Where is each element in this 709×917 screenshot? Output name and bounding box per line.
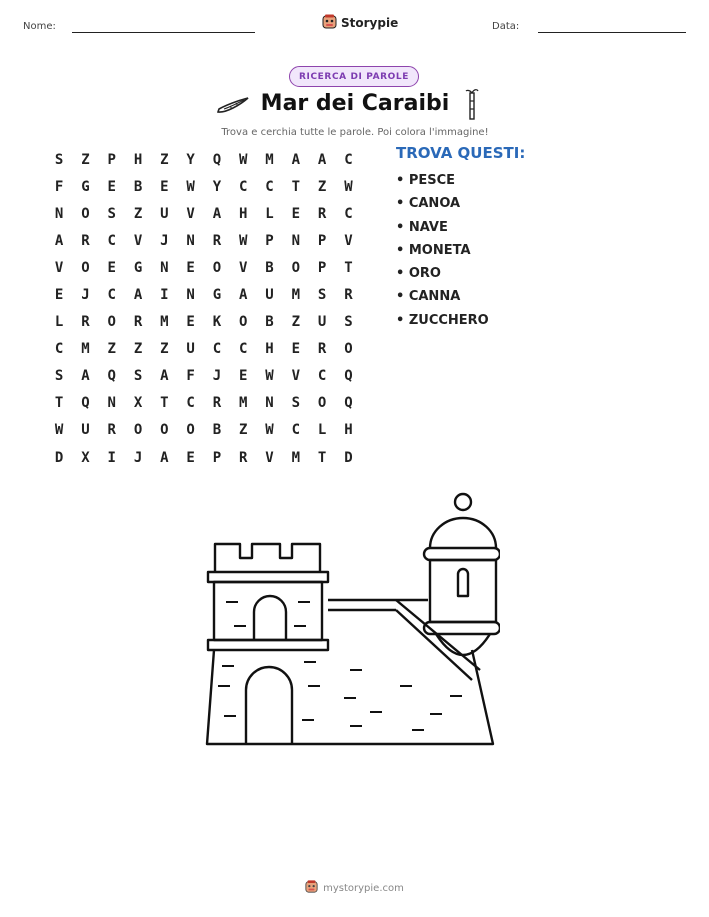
grid-cell[interactable]: R [344, 287, 353, 304]
word-item: • CANOA [396, 196, 461, 212]
grid-cell[interactable]: R [212, 395, 222, 412]
grid-cell[interactable]: P [107, 151, 116, 168]
grid-cell[interactable]: Q [81, 395, 90, 412]
grid-cell[interactable]: I [160, 287, 169, 304]
fortress-illustration[interactable] [200, 490, 500, 754]
grid-cell[interactable]: M [291, 287, 301, 304]
grid-cell[interactable]: O [239, 314, 248, 331]
grid-cell[interactable]: C [212, 341, 222, 358]
grid-cell[interactable]: E [107, 259, 116, 276]
grid-cell[interactable]: A [212, 205, 222, 222]
instructions: Trova e cerchia tutte le parole. Poi colora l'immagine! [221, 127, 489, 138]
find-title: TROVA QUESTI: [396, 144, 526, 162]
grid-cell[interactable]: C [265, 178, 274, 195]
grid-cell[interactable]: M [160, 314, 169, 331]
grid-cell[interactable]: C [291, 422, 301, 439]
grid-cell[interactable]: C [239, 341, 248, 358]
footer [0, 880, 709, 896]
grid-cell[interactable]: D [54, 449, 64, 466]
grid-cell[interactable]: W [344, 178, 353, 195]
grid-cell[interactable]: B [133, 178, 143, 195]
grid-cell[interactable]: Z [133, 341, 143, 358]
grid-cell[interactable]: O [186, 422, 195, 439]
grid-cell[interactable]: S [54, 368, 64, 385]
grid-cell[interactable]: G [212, 287, 222, 304]
grid-cell[interactable]: E [239, 368, 248, 385]
date-label: Data: [492, 21, 520, 32]
grid-cell[interactable]: O [160, 422, 169, 439]
grid-cell[interactable]: C [344, 151, 353, 168]
grid-cell[interactable]: A [81, 368, 90, 385]
grid-cell[interactable]: C [344, 205, 353, 222]
grid-cell[interactable]: N [265, 395, 274, 412]
grid-cell[interactable]: B [265, 259, 274, 276]
category-badge: RICERCA DI PAROLE [289, 66, 419, 87]
grid-cell[interactable]: O [212, 259, 222, 276]
grid-cell[interactable]: Z [81, 151, 90, 168]
grid-cell[interactable]: O [81, 259, 90, 276]
grid-cell[interactable]: C [239, 178, 248, 195]
grid-cell[interactable]: M [239, 395, 248, 412]
grid-cell[interactable]: C [107, 232, 116, 249]
grid-cell[interactable]: M [291, 449, 301, 466]
grid-cell[interactable]: S [107, 205, 116, 222]
grid-cell[interactable]: J [81, 287, 90, 304]
word-item: • PESCE [396, 173, 456, 188]
grid-cell[interactable]: Q [344, 368, 353, 385]
grid-cell[interactable]: Q [212, 151, 222, 168]
grid-cell[interactable]: R [133, 314, 143, 331]
grid-cell[interactable]: K [212, 314, 222, 331]
grid-cell[interactable]: O [291, 259, 301, 276]
grid-cell[interactable]: J [212, 368, 222, 385]
grid-cell[interactable]: Y [212, 178, 222, 195]
grid-cell[interactable]: O [317, 395, 327, 412]
grid-cell[interactable]: T [317, 449, 327, 466]
grid-cell[interactable]: N [54, 205, 64, 222]
grid-cell[interactable]: Z [160, 341, 169, 358]
grid-cell[interactable]: Q [107, 368, 116, 385]
grid-cell[interactable]: E [160, 178, 169, 195]
grid-cell[interactable]: N [186, 287, 195, 304]
grid-cell[interactable]: A [160, 368, 169, 385]
grid-cell[interactable]: E [186, 449, 195, 466]
grid-cell[interactable]: F [186, 368, 195, 385]
grid-cell[interactable]: V [186, 205, 195, 222]
page-title: Mar dei Caraibi [260, 91, 450, 116]
brand-logo [322, 14, 398, 32]
grid-cell[interactable]: D [344, 449, 353, 466]
grid-cell[interactable]: W [265, 368, 274, 385]
storypie-logo-icon [305, 880, 318, 896]
grid-cell[interactable]: R [81, 232, 90, 249]
grid-cell[interactable]: A [239, 287, 248, 304]
grid-cell[interactable]: A [133, 287, 143, 304]
grid-cell[interactable]: X [81, 449, 90, 466]
grid-cell[interactable]: Z [107, 341, 116, 358]
grid-cell[interactable]: J [160, 232, 169, 249]
grid-cell[interactable]: W [265, 422, 274, 439]
word-item: • MONETA [396, 242, 471, 258]
grid-cell[interactable]: T [160, 395, 169, 412]
grid-cell[interactable]: T [344, 259, 353, 276]
grid-cell[interactable]: H [265, 341, 274, 358]
grid-cell[interactable]: X [133, 395, 143, 412]
grid-cell[interactable]: P [317, 232, 327, 249]
grid-cell[interactable]: L [265, 205, 274, 222]
grid-cell[interactable]: C [317, 368, 327, 385]
grid-cell[interactable]: S [291, 395, 301, 412]
footer-url[interactable]: mystorypie.com [323, 882, 404, 894]
grid-cell[interactable]: Z [317, 178, 327, 195]
grid-cell[interactable]: R [212, 232, 222, 249]
grid-cell[interactable]: T [54, 395, 64, 412]
grid-cell[interactable]: V [344, 232, 353, 249]
grid-cell[interactable]: E [291, 205, 301, 222]
name-line[interactable] [72, 32, 255, 33]
grid-cell[interactable]: R [317, 341, 327, 358]
grid-cell[interactable]: Z [291, 314, 301, 331]
grid-cell[interactable]: O [107, 314, 116, 331]
grid-cell[interactable]: W [239, 232, 248, 249]
word-item: • ORO [396, 266, 441, 282]
word-search-grid[interactable] [46, 146, 362, 471]
grid-cell[interactable]: E [54, 287, 64, 304]
name-label: Nome: [23, 21, 56, 32]
grid-cell[interactable]: H [344, 422, 353, 439]
grid-cell[interactable]: S [317, 287, 327, 304]
grid-cell[interactable]: L [317, 422, 327, 439]
grid-cell[interactable]: A [291, 151, 301, 168]
grid-cell[interactable]: C [54, 341, 64, 358]
grid-cell[interactable]: U [317, 314, 327, 331]
grid-cell[interactable]: R [107, 422, 116, 439]
grid-cell[interactable]: S [54, 151, 64, 168]
grid-cell[interactable]: M [265, 151, 274, 168]
grid-cell[interactable]: C [186, 395, 195, 412]
grid-cell[interactable]: G [81, 178, 90, 195]
grid-cell[interactable]: U [265, 287, 274, 304]
grid-cell[interactable]: Z [133, 205, 143, 222]
sugar-cane-icon [464, 89, 480, 125]
grid-cell[interactable]: U [81, 422, 90, 439]
grid-cell[interactable]: G [133, 259, 143, 276]
grid-cell[interactable]: V [239, 259, 248, 276]
word-list [396, 170, 489, 333]
grid-cell[interactable]: L [54, 314, 64, 331]
grid-cell[interactable]: N [186, 232, 195, 249]
grid-cell[interactable]: N [107, 395, 116, 412]
grid-cell[interactable]: S [133, 368, 143, 385]
grid-cell[interactable]: U [160, 205, 169, 222]
grid-cell[interactable]: P [212, 449, 222, 466]
grid-cell[interactable]: P [265, 232, 274, 249]
grid-cell[interactable]: N [291, 232, 301, 249]
grid-cell[interactable]: W [186, 178, 195, 195]
grid-cell[interactable]: R [81, 314, 90, 331]
date-line[interactable] [538, 32, 686, 33]
grid-cell[interactable]: E [291, 341, 301, 358]
grid-cell[interactable]: H [133, 151, 143, 168]
grid-cell[interactable]: J [133, 449, 143, 466]
word-item: • CANNA [396, 289, 461, 305]
grid-cell[interactable]: R [317, 205, 327, 222]
grid-cell[interactable]: B [212, 422, 222, 439]
grid-cell[interactable]: W [54, 422, 64, 439]
grid-cell[interactable]: Y [186, 151, 195, 168]
grid-cell[interactable]: O [344, 341, 353, 358]
grid-cell[interactable]: S [344, 314, 353, 331]
brand-name: Storypie [341, 16, 399, 30]
grid-cell[interactable]: Q [344, 395, 353, 412]
grid-cell[interactable]: V [133, 232, 143, 249]
grid-cell[interactable]: V [291, 368, 301, 385]
grid-cell[interactable]: E [107, 178, 116, 195]
word-item: • ZUCCHERO [396, 312, 489, 328]
grid-cell[interactable]: W [239, 151, 248, 168]
grid-cell[interactable]: N [160, 259, 169, 276]
grid-cell[interactable]: A [54, 232, 64, 249]
grid-cell[interactable]: E [186, 259, 195, 276]
grid-cell[interactable]: A [160, 449, 169, 466]
grid-cell[interactable]: B [265, 314, 274, 331]
grid-cell[interactable]: F [54, 178, 64, 195]
grid-cell[interactable]: M [81, 341, 90, 358]
grid-cell[interactable]: Z [160, 151, 169, 168]
grid-cell[interactable]: R [239, 449, 248, 466]
grid-cell[interactable]: C [107, 287, 116, 304]
grid-cell[interactable]: A [317, 151, 327, 168]
grid-cell[interactable]: E [186, 314, 195, 331]
grid-cell[interactable]: T [291, 178, 301, 195]
grid-cell[interactable]: O [133, 422, 143, 439]
grid-cell[interactable]: Z [239, 422, 248, 439]
grid-cell[interactable]: O [81, 205, 90, 222]
grid-cell[interactable]: V [54, 259, 64, 276]
grid-cell[interactable]: P [317, 259, 327, 276]
grid-cell[interactable]: I [107, 449, 116, 466]
grid-cell[interactable]: H [239, 205, 248, 222]
storypie-logo-icon [322, 14, 337, 32]
grid-cell[interactable]: U [186, 341, 195, 358]
word-item: • NAVE [396, 219, 448, 235]
grid-cell[interactable]: V [265, 449, 274, 466]
